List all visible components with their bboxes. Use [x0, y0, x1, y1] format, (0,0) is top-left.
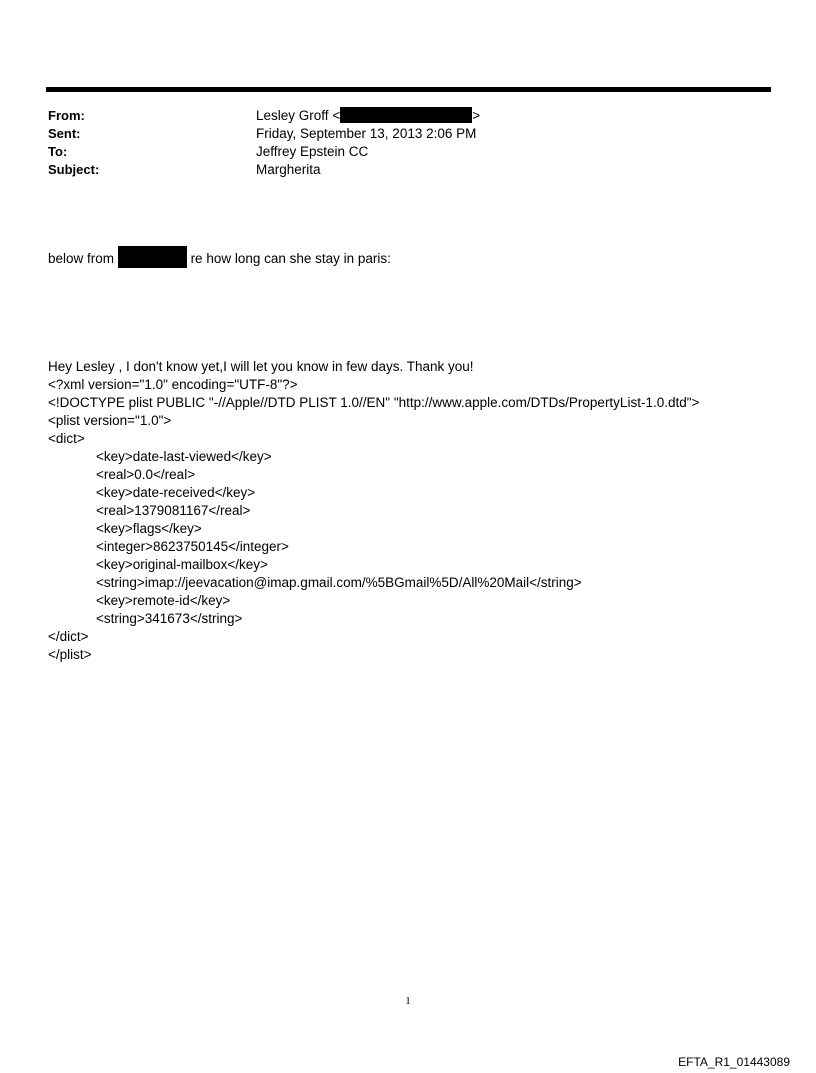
body-line: <key>original-mailbox</key> [96, 557, 268, 572]
subject-value: Margherita [256, 162, 321, 177]
body-line: <string>imap://jeevacation@imap.gmail.com/%5BGmail%5D/All%20Mail</string> [96, 575, 582, 590]
from-name: Lesley Groff [256, 108, 329, 123]
bates-number: EFTA_R1_01443089 [678, 1055, 790, 1069]
blank-line [48, 304, 699, 322]
body-line: <?xml version="1.0" encoding="UTF-8"?> [48, 377, 298, 392]
intro-before: below from [48, 251, 115, 266]
body-line: <real>0.0</real> [96, 467, 196, 482]
body-line: <dict> [48, 431, 85, 446]
header-rule [46, 87, 771, 92]
body-line: </dict> [48, 629, 89, 644]
body-line: Hey Lesley , I don't know yet,I will let you know in few days. Thank you! [48, 359, 474, 374]
sent-label: Sent: [48, 126, 81, 141]
to-value: Jeffrey Epstein CC [256, 144, 369, 159]
intro-after: re how long can she stay in paris: [190, 251, 391, 266]
intro-line [48, 250, 699, 268]
sent-value: Friday, September 13, 2013 2:06 PM [256, 126, 477, 141]
to-label: To: [48, 144, 68, 159]
body-line: <!DOCTYPE plist PUBLIC "-//Apple//DTD PLIST 1.0//EN" "http://www.apple.com/DTDs/PropertyList-1.0.dtd"> [48, 395, 700, 410]
from-open-bracket: < [332, 108, 341, 123]
redaction-box-name [118, 246, 187, 268]
from-label: From: [48, 108, 85, 123]
body-line: <real>1379081167</real> [96, 503, 251, 518]
redaction-box-email [340, 107, 472, 123]
page-number: 1 [405, 995, 411, 1007]
from-close-bracket: > [472, 108, 481, 123]
body-line: <key>remote-id</key> [96, 593, 231, 608]
body-line: <key>date-received</key> [96, 485, 256, 500]
subject-label: Subject: [48, 162, 100, 177]
body-line: <key>date-last-viewed</key> [96, 449, 272, 464]
body-lines [48, 358, 699, 664]
from-value [256, 107, 480, 125]
email-body [48, 214, 699, 682]
body-line: <string>341673</string> [96, 611, 243, 626]
body-line: <integer>8623750145</integer> [96, 539, 289, 554]
body-line: <plist version="1.0"> [48, 413, 172, 428]
body-line: <key>flags</key> [96, 521, 202, 536]
body-line: </plist> [48, 647, 92, 662]
